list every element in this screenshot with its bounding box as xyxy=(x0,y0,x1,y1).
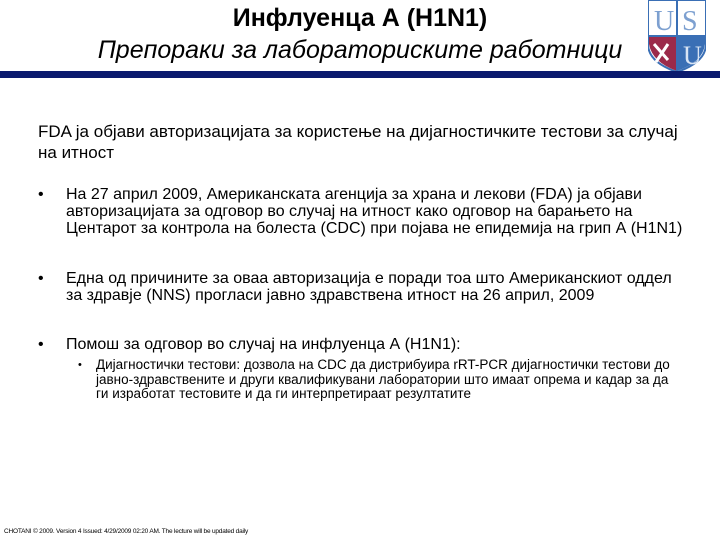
bullet-item xyxy=(38,186,688,237)
bullet-item xyxy=(38,270,688,304)
intro-heading: FDA ја објави авторизацијата за користење на дијагностичките тестови за случај на итност xyxy=(38,122,678,162)
bullet-icon: • xyxy=(38,186,44,203)
svg-text:U: U xyxy=(683,41,702,70)
svg-text:U: U xyxy=(654,6,675,37)
bullet-icon: • xyxy=(78,359,82,371)
slide-subtitle: Препораки за лабораториските работници xyxy=(97,36,623,64)
svg-text:S: S xyxy=(682,6,698,37)
footer-copyright: CHOTANI © 2009. Version 4 Issued: 4/29/2009 02:20 AM. The lecture will be updated daily xyxy=(4,528,249,535)
bullet-text: На 27 април 2009, Американската агенција за храна и лекови (FDA) ја објави авторизацијата за одговор во случај на итност како одговор на барањето на Центарот за контрола на болеста (CDC) при појава не епидемија на грип А (H1N1) xyxy=(66,186,683,237)
sub-bullet-text: Дијагностички тестови: дозвола на CDC да дистрибуира rRT-PCR дијагностички тестови до јавно-здравствените и други квалификувани лаборатории што имаат опрема и кадар за да ги изработат тестовите и да ги интерпретираат резултатите xyxy=(96,357,670,401)
bullet-icon: • xyxy=(38,336,44,353)
slide-title: Инфлуенца А (H1N1) xyxy=(232,4,488,32)
bullet-item xyxy=(38,336,688,353)
bullet-icon: • xyxy=(38,270,44,287)
bullet-text: Една од причините за оваа авторизација е поради тоа што Американскиот оддел за здравје (NNS) прогласи јавно здравствена итност на 26 април, 2009 xyxy=(66,270,672,304)
header-rule xyxy=(0,71,720,78)
bullet-text: Помош за одговор во случај на инфлуенца А (H1N1): xyxy=(66,336,461,353)
sub-bullet-item xyxy=(78,358,678,402)
usu-logo xyxy=(648,0,706,72)
